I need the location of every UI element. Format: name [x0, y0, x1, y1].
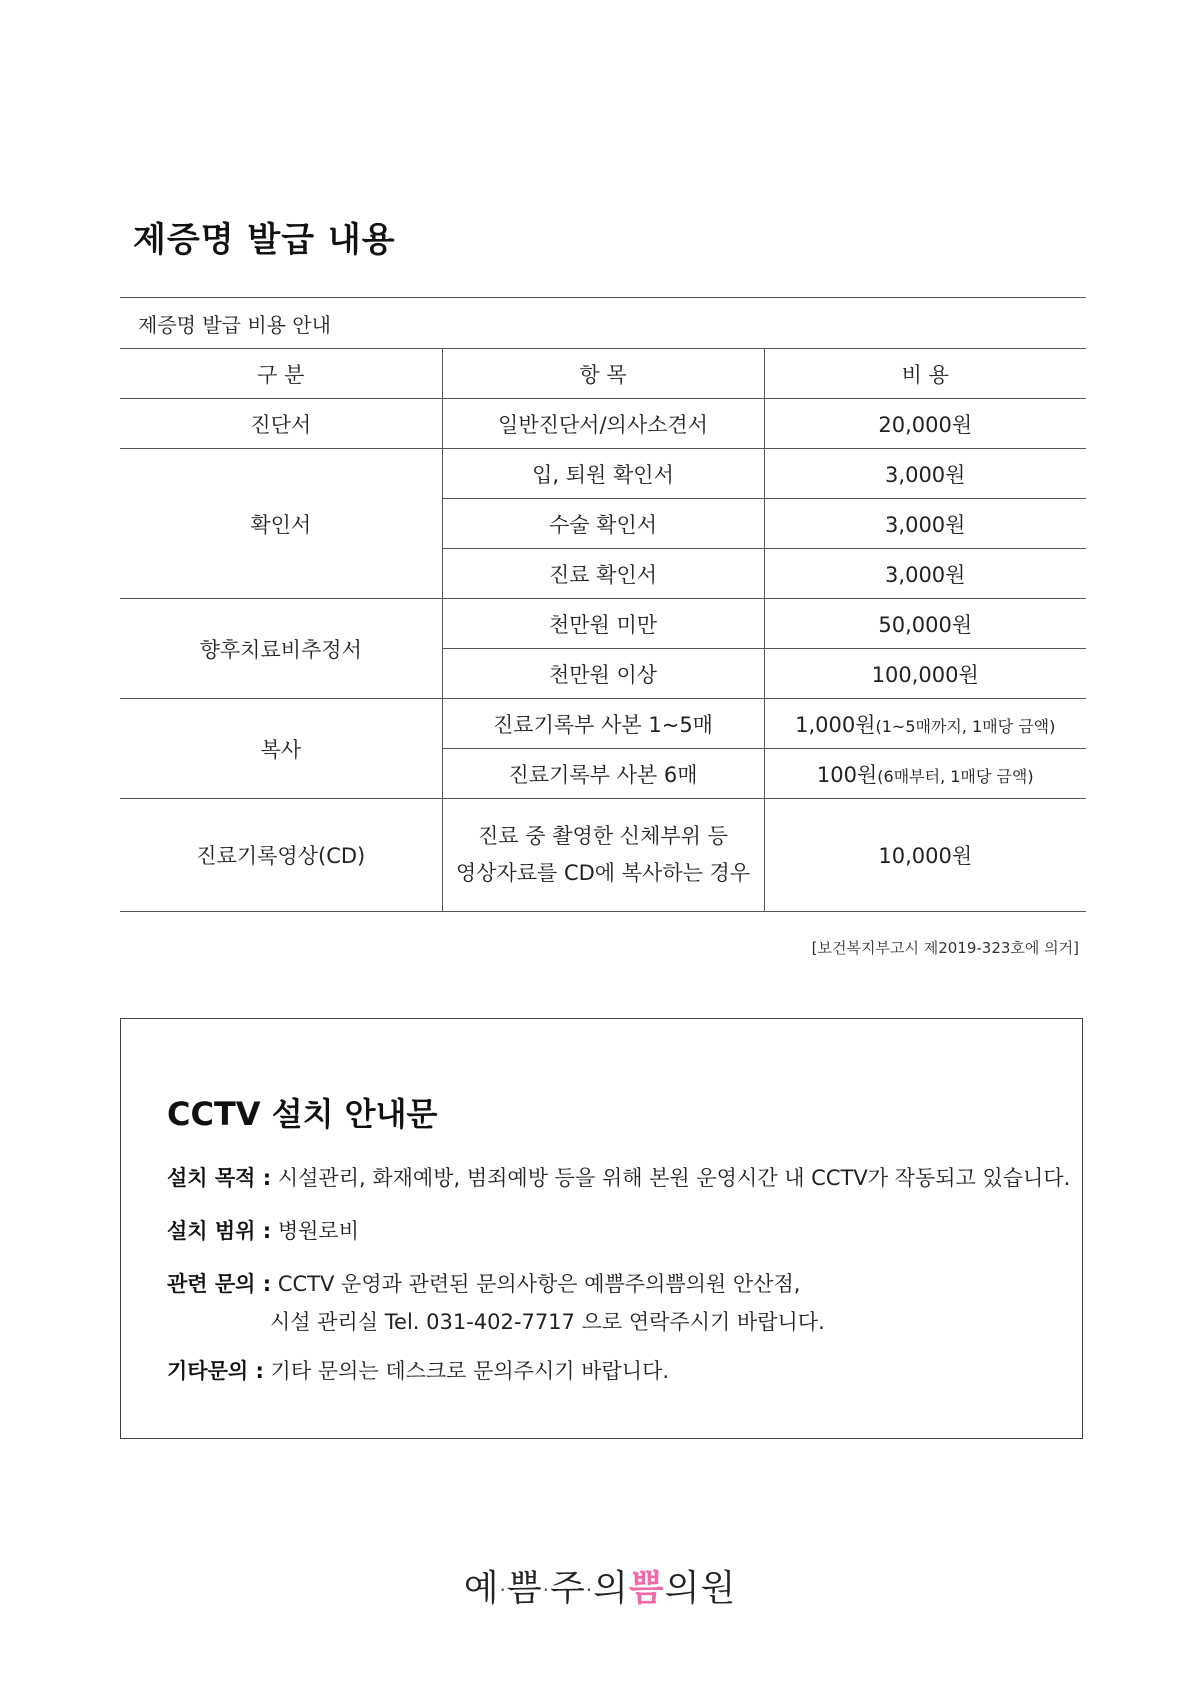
- item-cell: [442, 799, 764, 912]
- item-cell: 진료기록부 사본 6매: [442, 749, 764, 799]
- source-note: [보건복지부고시 제2019-323호에 의거]: [811, 939, 1079, 957]
- fee-cell: 3,000원: [764, 449, 1086, 499]
- table-header-row: [120, 349, 1086, 399]
- cctv-inquiry: [167, 1268, 825, 1336]
- table-row: [120, 699, 1086, 749]
- category-cell: 복사: [120, 699, 442, 799]
- header-category: 구 분: [120, 349, 442, 399]
- purpose-label: 설치 목적 :: [167, 1166, 272, 1190]
- item-cell: 천만원 미만: [442, 599, 764, 649]
- cctv-scope: [167, 1215, 359, 1245]
- item-cell: 입, 퇴원 확인서: [442, 449, 764, 499]
- fee-cell: [764, 699, 1086, 749]
- fee-cell: 50,000원: [764, 599, 1086, 649]
- other-text: 기타 문의는 데스크로 문의주시기 바랍니다.: [263, 1359, 670, 1383]
- inquiry-text-continued: 시설 관리실 Tel. 031-402-7717 으로 연락주시기 바랍니다.: [270, 1310, 825, 1334]
- item-cell: 진료기록부 사본 1~5매: [442, 699, 764, 749]
- item-cell: 진료 확인서: [442, 549, 764, 599]
- table-caption-row: [120, 298, 1086, 349]
- fee-note: (6매부터, 1매당 금액): [877, 766, 1034, 786]
- item-line: 진료 중 촬영한 신체부위 등: [478, 824, 728, 848]
- logo-dot: ·: [499, 1578, 507, 1602]
- table-row: [120, 399, 1086, 449]
- inquiry-label: 관련 문의 :: [167, 1272, 272, 1296]
- fee-value: 1,000원: [795, 712, 876, 737]
- fee-value: 100원: [816, 762, 878, 787]
- category-cell: 진단서: [120, 399, 442, 449]
- purpose-text: 시설관리, 화재예방, 범죄예방 등을 위해 본원 운영시간 내 CCTV가 작동되고 있습니다.: [271, 1166, 1071, 1190]
- fee-note: (1~5매까지, 1매당 금액): [875, 716, 1056, 736]
- category-cell: 진료기록영상(CD): [120, 799, 442, 912]
- fee-cell: 100,000원: [764, 649, 1086, 699]
- table-row: [120, 599, 1086, 649]
- cctv-notice-box: [120, 1018, 1083, 1439]
- header-item: 항 목: [442, 349, 764, 399]
- fee-cell: [764, 749, 1086, 799]
- category-cell: 확인서: [120, 449, 442, 599]
- logo-char: 의원: [664, 1568, 737, 1609]
- fee-cell: 3,000원: [764, 499, 1086, 549]
- cctv-title: CCTV 설치 안내문: [167, 1095, 438, 1133]
- header-fee: 비 용: [764, 349, 1086, 399]
- logo-char: 의: [593, 1568, 629, 1609]
- scope-text: 병원로비: [271, 1219, 359, 1243]
- category-cell: 향후치료비추정서: [120, 599, 442, 699]
- fee-table: [120, 297, 1086, 912]
- inquiry-text: CCTV 운영과 관련된 문의사항은 예쁨주의쁨의원 안산점,: [271, 1272, 801, 1296]
- fee-cell: 3,000원: [764, 549, 1086, 599]
- item-cell: 수술 확인서: [442, 499, 764, 549]
- logo-char: 주: [550, 1568, 586, 1609]
- item-line: 영상자료를 CD에 복사하는 경우: [455, 861, 751, 885]
- logo-accent-char: 쁨: [628, 1568, 665, 1609]
- logo-char: 예: [463, 1568, 500, 1609]
- table-row: [120, 449, 1086, 499]
- fee-cell: 10,000원: [764, 799, 1086, 912]
- page-title: 제증명 발급 내용: [133, 220, 396, 260]
- other-label: 기타문의 :: [167, 1359, 264, 1383]
- item-cell: 일반진단서/의사소견서: [442, 399, 764, 449]
- logo-dot: ·: [542, 1578, 550, 1602]
- logo-char: 쁨: [506, 1568, 543, 1609]
- logo-dot: ·: [585, 1578, 594, 1602]
- table-caption: 제증명 발급 비용 안내: [120, 298, 1086, 349]
- cctv-purpose: [167, 1162, 1070, 1192]
- table-row: [120, 799, 1086, 912]
- fee-cell: 20,000원: [764, 399, 1086, 449]
- cctv-other: [167, 1355, 669, 1385]
- scope-label: 설치 범위 :: [167, 1219, 272, 1243]
- clinic-logo: [0, 1560, 1200, 1611]
- item-cell: 천만원 이상: [442, 649, 764, 699]
